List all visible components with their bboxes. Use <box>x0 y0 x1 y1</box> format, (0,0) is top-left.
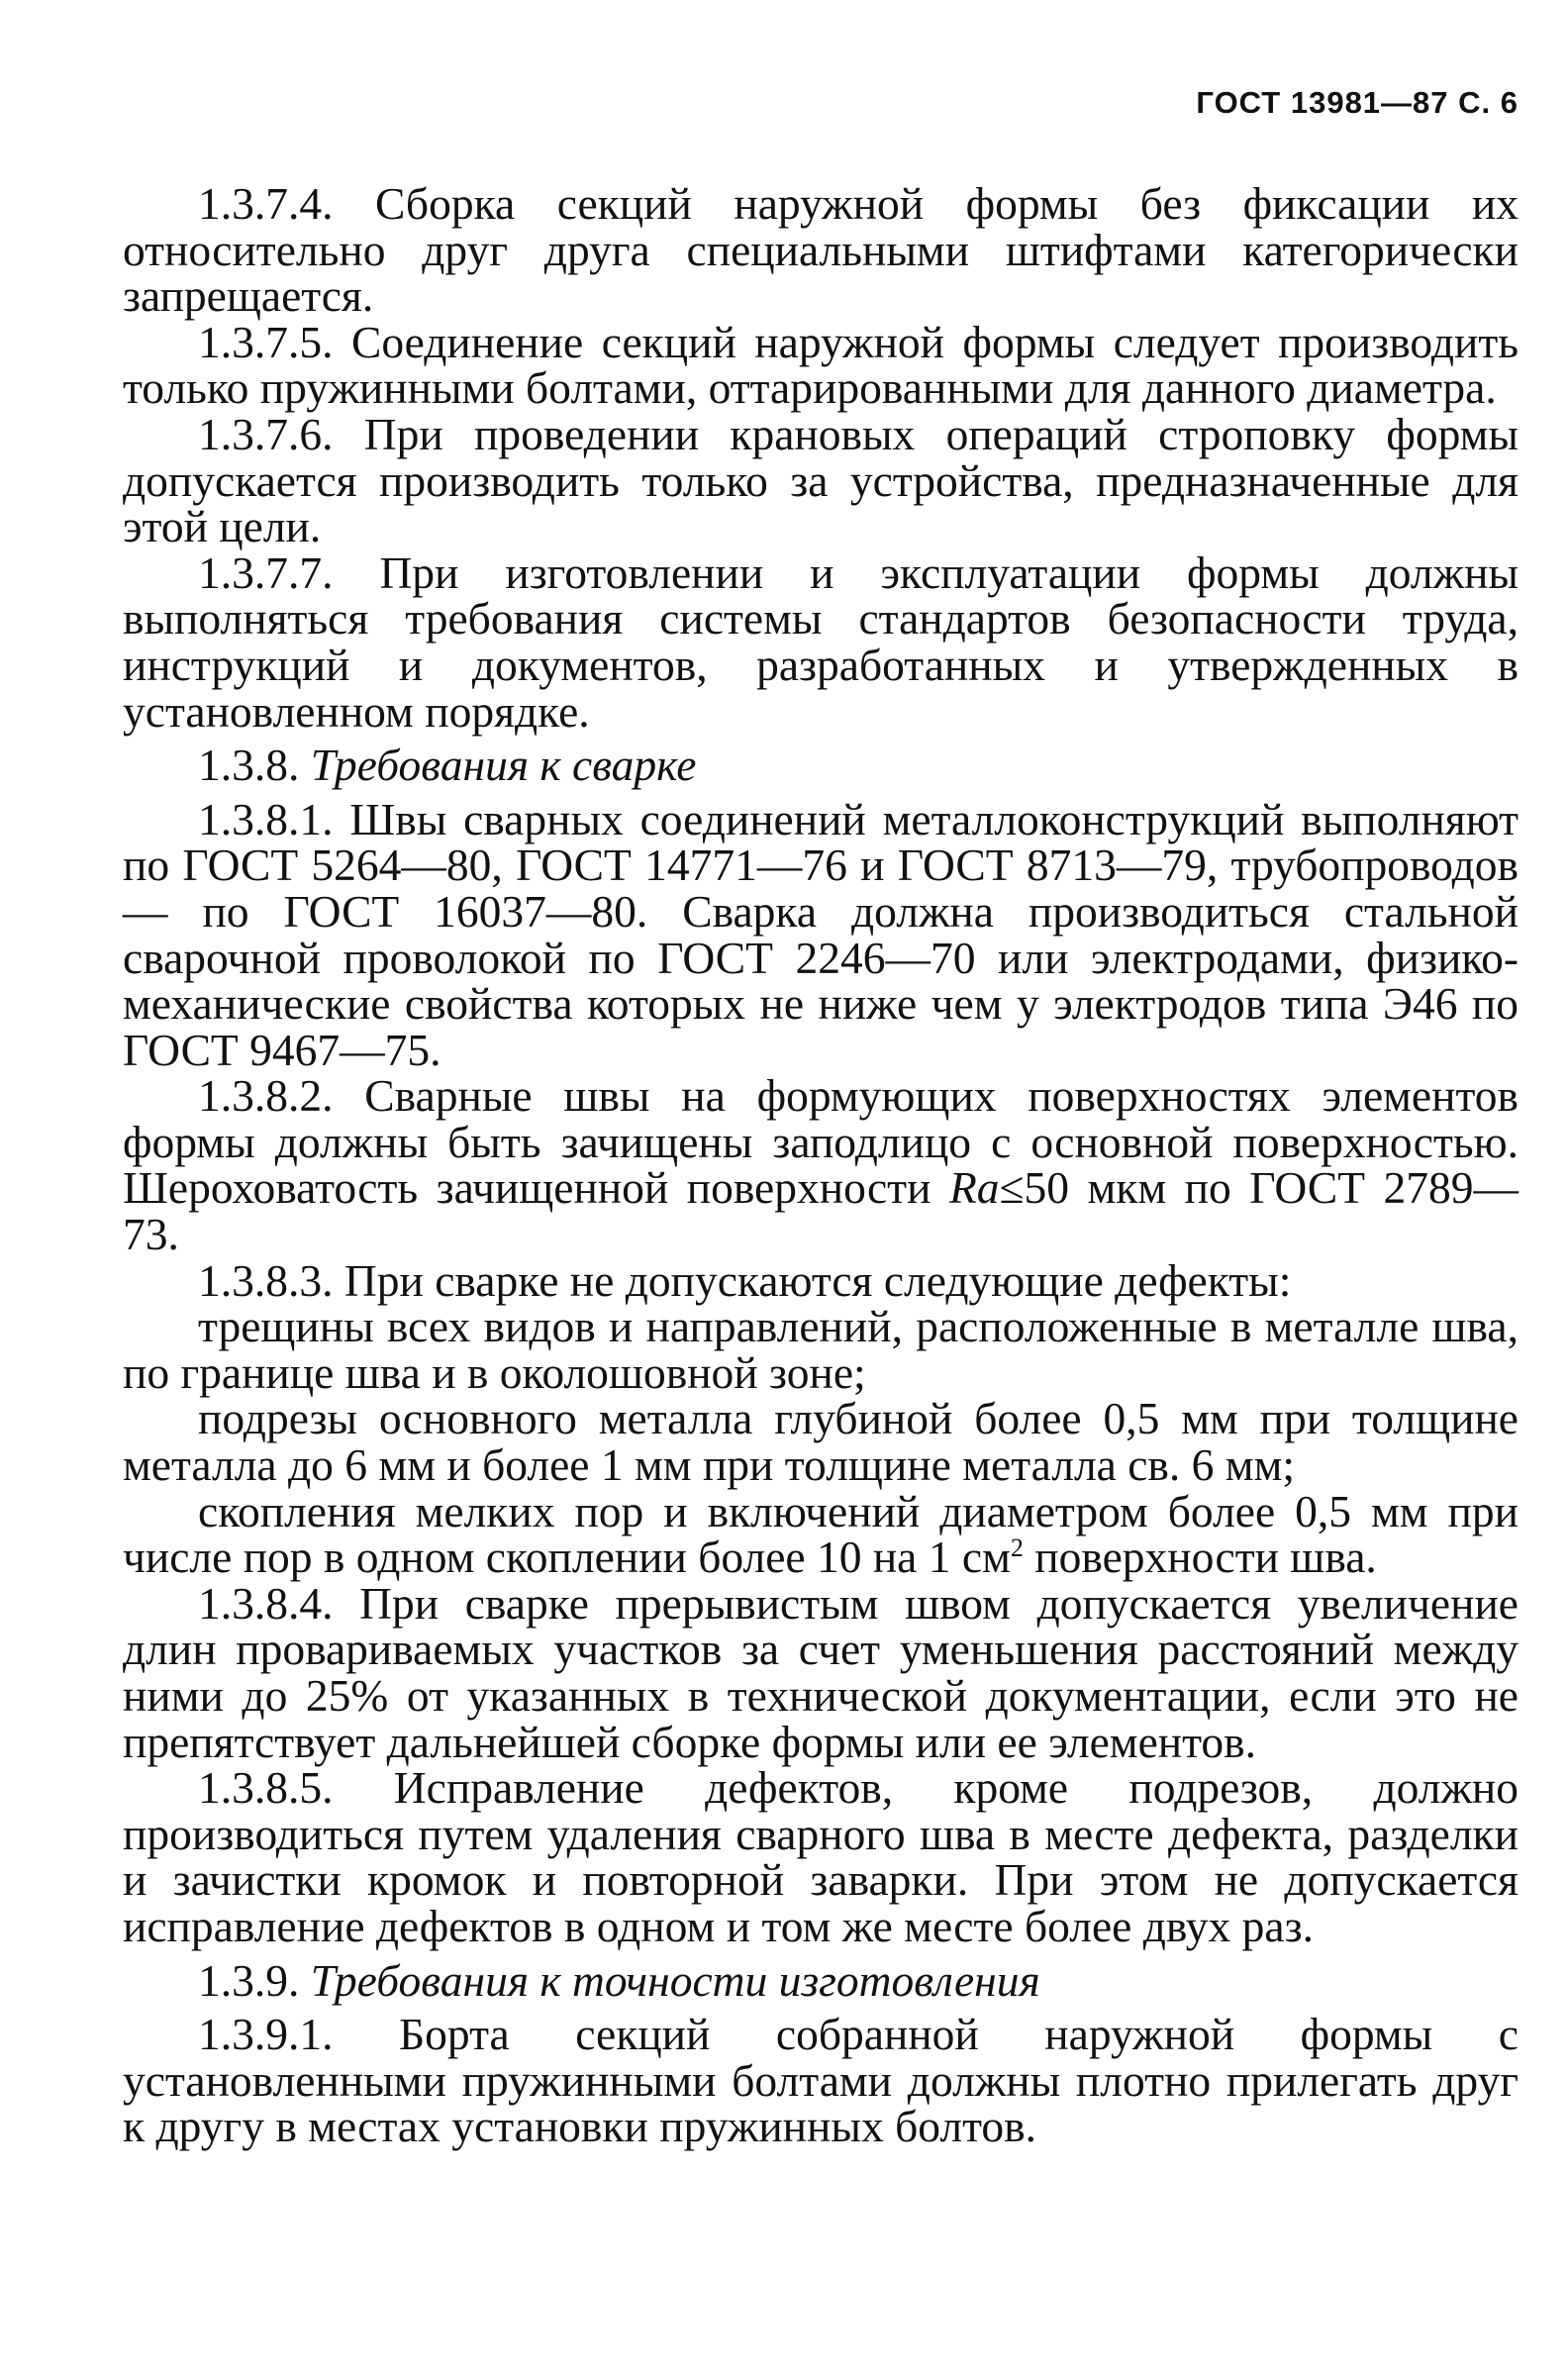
paragraph-1-3-9-1: 1.3.9.1. Борта секций собранной наружной формы с установленными пружинными болтами должны плотно прилегать друг к другу в местах установки пружинных болтов. <box>123 2009 1519 2152</box>
document-body <box>123 178 1519 2152</box>
paragraph-text: ≤50 мкм по ГОСТ 2789—73. <box>123 1162 1519 1260</box>
paragraph-1-3-7-7: 1.3.7.7. При изготовлении и эксплуатации формы должны выполняться требования системы стандартов безопасности труда, инструкций и документов, разработанных и утвержденных в установленном порядке. <box>123 546 1519 737</box>
paragraph-text: поверхности шва. <box>1023 1532 1377 1583</box>
paragraph-1-3-8-4: 1.3.8.4. При сварке прерывистым швом допускается увеличение длин провариваемых участков за счет уменьшения расстояний между ними до 25% от указанных в технической документации, если это не препятствует дальнейшей сборке формы или ее элементов. <box>123 1577 1519 1767</box>
section-heading-1-3-8 <box>123 735 1519 797</box>
defect-item-cracks: трещины всех видов и направлений, расположенные в металле шва, по границе шва и в околошовной зоне; <box>123 1301 1519 1398</box>
paragraph-1-3-8-1: 1.3.8.1. Швы сварных соединений металлоконструкций выполняют по ГОСТ 5264—80, ГОСТ 14771—76 и ГОСТ 8713—79, трубопроводов — по ГОСТ 16037—80. Сварка должна производиться стальной сварочной проволокой по ГОСТ 2246—70 или электродами, физико-механические свойства которых не ниже чем у электродов типа Э46 по ГОСТ 9467—75. <box>123 793 1519 1075</box>
section-heading-1-3-9 <box>123 1950 1519 2013</box>
page-header: ГОСТ 13981—87 С. 6 <box>1196 85 1519 120</box>
roughness-symbol: Ra <box>948 1162 1000 1214</box>
paragraph-text: скопления мелких пор и включений диаметром более 0,5 мм при числе пор в одном скоплении более 10 на 1 см <box>123 1485 1519 1583</box>
section-number: 1.3.8. <box>198 740 300 791</box>
defect-item-pores <box>123 1485 1519 1583</box>
paragraph-1-3-7-4: 1.3.7.4. Сборка секций наружной формы без фиксации их относительно друг друга специальными штифтами категорически запрещается. <box>123 178 1519 322</box>
section-number: 1.3.9. <box>198 1954 300 2006</box>
defect-item-undercuts: подрезы основного металла глубиной более 0,5 мм при толщине металла до 6 мм и более 1 мм при толщине металла св. 6 мм; <box>123 1393 1519 1491</box>
paragraph-1-3-8-2 <box>123 1070 1519 1260</box>
section-title: Требования к точности изготовления <box>310 1954 1040 2006</box>
paragraph-1-3-7-6: 1.3.7.6. При проведении крановых операций строповку формы допускается производить только за устройства, предназначенные для этой цели. <box>123 408 1519 552</box>
superscript: 2 <box>1010 1533 1024 1563</box>
paragraph-text: 1.3.8.2. Сварные швы на формующих поверхностях элементов формы должны быть зачищены заподлицо с основной поверхностью. Шероховатость зачищенной поверхности <box>123 1070 1519 1214</box>
paragraph-1-3-8-5: 1.3.8.5. Исправление дефектов, кроме подрезов, должно производиться путем удаления сварного шва в месте дефекта, разделки и зачистки кромок и повторной заварки. При этом не допускается исправление дефектов в одном и том же месте более двух раз. <box>123 1762 1519 1951</box>
paragraph-1-3-8-3: 1.3.8.3. При сварке не допускаются следующие дефекты: <box>198 1254 1292 1306</box>
section-title: Требования к сварке <box>310 740 697 791</box>
paragraph-1-3-7-5: 1.3.7.5. Соединение секций наружной формы следует производить только пружинными болтами, оттарированными для данного диаметра. <box>123 316 1519 414</box>
